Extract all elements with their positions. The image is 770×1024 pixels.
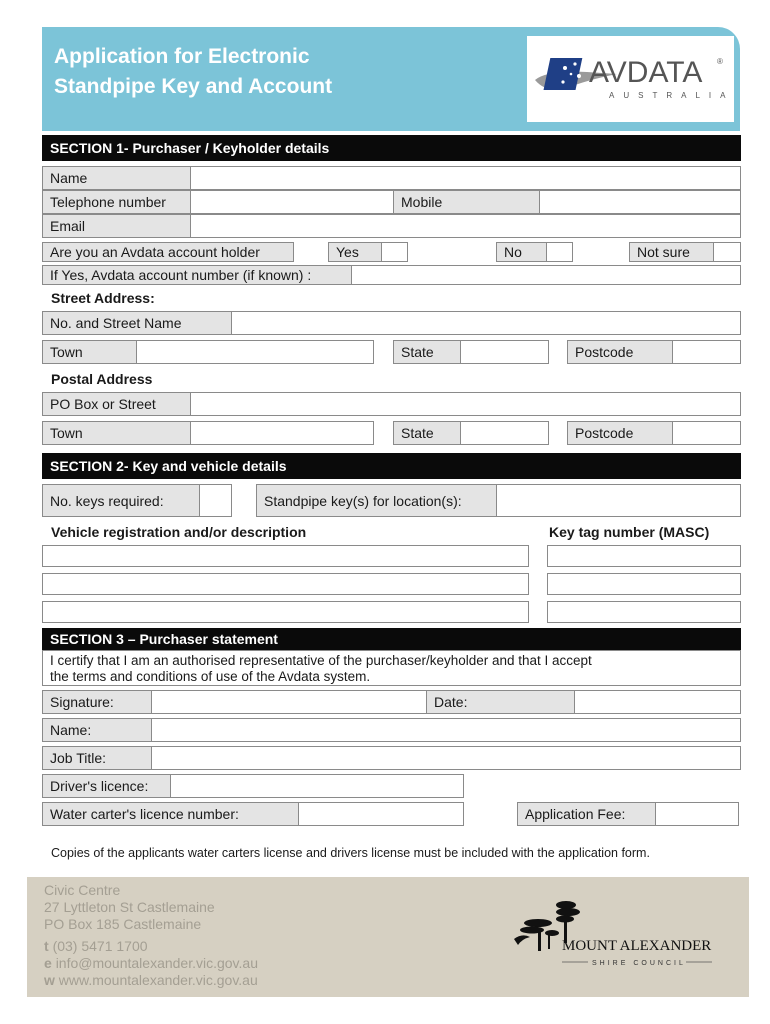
job-title-field[interactable]: [151, 746, 741, 770]
registered-mark: ®: [717, 57, 723, 66]
postal-postcode-field[interactable]: [672, 421, 741, 445]
yes-checkbox[interactable]: [381, 242, 408, 262]
website-url[interactable]: www.mountalexander.vic.gov.au: [58, 972, 258, 988]
po-box-field[interactable]: [190, 392, 741, 416]
town-label: Town: [42, 340, 137, 364]
drivers-licence-field[interactable]: [170, 774, 464, 798]
name-label-2: Name:: [42, 718, 152, 742]
license-note: Copies of the applicants water carters license and drivers license must be included with the application form.: [51, 846, 650, 860]
purchaser-statement: [42, 650, 741, 686]
po-box-label: PO Box or Street: [42, 392, 191, 416]
street-address-heading: Street Address:: [51, 290, 155, 306]
phone-number: (03) 5471 1700: [52, 938, 148, 954]
council-name: MOUNT ALEXANDER: [562, 938, 712, 954]
vehicle-heading: Vehicle registration and/or description: [51, 524, 307, 540]
postal-address-heading: Postal Address: [51, 371, 153, 387]
application-fee-field[interactable]: [655, 802, 739, 826]
vehicle-field-1[interactable]: [42, 545, 529, 567]
council-sub: SHIRE COUNCIL: [592, 960, 686, 967]
key-tag-field-3[interactable]: [547, 601, 741, 623]
mobile-label: Mobile: [393, 190, 540, 214]
statement-line-1: I certify that I am an authorised representative of the purchaser/keyholder and that I accept: [50, 653, 592, 668]
email-label: Email: [42, 214, 191, 238]
not-sure-label: Not sure: [629, 242, 714, 262]
council-trees-icon: [508, 893, 723, 973]
key-tag-field-1[interactable]: [547, 545, 741, 567]
yes-label: Yes: [328, 242, 382, 262]
page-title: [54, 42, 474, 102]
account-number-question: If Yes, Avdata account number (if known) :: [42, 265, 352, 285]
footer-civic-centre: Civic Centre: [44, 882, 121, 898]
application-fee-label: Application Fee:: [517, 802, 656, 826]
section-1-header: SECTION 1- Purchaser / Keyholder details: [42, 135, 741, 161]
telephone-field[interactable]: [190, 190, 394, 214]
email-address[interactable]: info@mountalexander.vic.gov.au: [55, 955, 258, 971]
section-2-header: SECTION 2- Key and vehicle details: [42, 453, 741, 479]
footer-website[interactable]: [44, 972, 258, 989]
town-field[interactable]: [136, 340, 374, 364]
vehicle-field-3[interactable]: [42, 601, 529, 623]
street-name-label: No. and Street Name: [42, 311, 232, 335]
avdata-logo-icon: [527, 36, 734, 122]
footer-address: [44, 882, 215, 933]
standpipe-location-field[interactable]: [496, 484, 741, 517]
key-tag-field-2[interactable]: [547, 573, 741, 595]
email-field[interactable]: [190, 214, 741, 238]
logo-subtext: AUSTRALIA: [609, 91, 734, 100]
date-label: Date:: [426, 690, 575, 714]
signature-field[interactable]: [151, 690, 427, 714]
no-label: No: [496, 242, 547, 262]
name-field[interactable]: [190, 166, 741, 190]
statement-name-field[interactable]: [151, 718, 741, 742]
avdata-logo: [527, 36, 734, 122]
mobile-field[interactable]: [539, 190, 741, 214]
keys-required-field[interactable]: [199, 484, 232, 517]
state-field[interactable]: [460, 340, 549, 364]
water-carter-label: Water carter's licence number:: [42, 802, 299, 826]
section-3-header: SECTION 3 – Purchaser statement: [42, 628, 741, 650]
postcode-label: Postcode: [567, 340, 673, 364]
state-label: State: [393, 340, 461, 364]
signature-label: Signature:: [42, 690, 152, 714]
postal-state-field[interactable]: [460, 421, 549, 445]
standpipe-location-label: Standpipe key(s) for location(s):: [256, 484, 497, 517]
footer-email[interactable]: [44, 955, 258, 972]
job-title-label: Job Title:: [42, 746, 152, 770]
street-name-field[interactable]: [231, 311, 741, 335]
footer-phone: [44, 938, 258, 955]
drivers-licence-label: Driver's licence:: [42, 774, 171, 798]
email-prefix: e: [44, 955, 52, 971]
vehicle-field-2[interactable]: [42, 573, 529, 595]
postal-town-label: Town: [42, 421, 191, 445]
keys-required-label: No. keys required:: [42, 484, 200, 517]
footer-po-box: PO Box 185 Castlemaine: [44, 916, 202, 932]
telephone-label: Telephone number: [42, 190, 191, 214]
council-logo: [508, 893, 723, 973]
statement-line-2: the terms and conditions of use of the Avdata system.: [50, 669, 371, 684]
account-number-field[interactable]: [351, 265, 741, 285]
website-prefix: w: [44, 972, 55, 988]
no-checkbox[interactable]: [546, 242, 573, 262]
account-holder-question: Are you an Avdata account holder: [42, 242, 294, 262]
footer-contacts: [44, 938, 258, 989]
postcode-field[interactable]: [672, 340, 741, 364]
postal-town-field[interactable]: [190, 421, 374, 445]
not-sure-checkbox[interactable]: [713, 242, 741, 262]
title-line-2: Standpipe Key and Account: [54, 75, 333, 98]
name-label: Name: [42, 166, 191, 190]
footer-street: 27 Lyttleton St Castlemaine: [44, 899, 215, 915]
date-field[interactable]: [574, 690, 741, 714]
postal-state-label: State: [393, 421, 461, 445]
title-line-1: Application for Electronic: [54, 45, 310, 68]
logo-wordmark: AVDATA: [589, 56, 703, 89]
phone-prefix: t: [44, 938, 49, 954]
postal-postcode-label: Postcode: [567, 421, 673, 445]
water-carter-field[interactable]: [298, 802, 464, 826]
key-tag-heading: Key tag number (MASC): [549, 524, 710, 540]
